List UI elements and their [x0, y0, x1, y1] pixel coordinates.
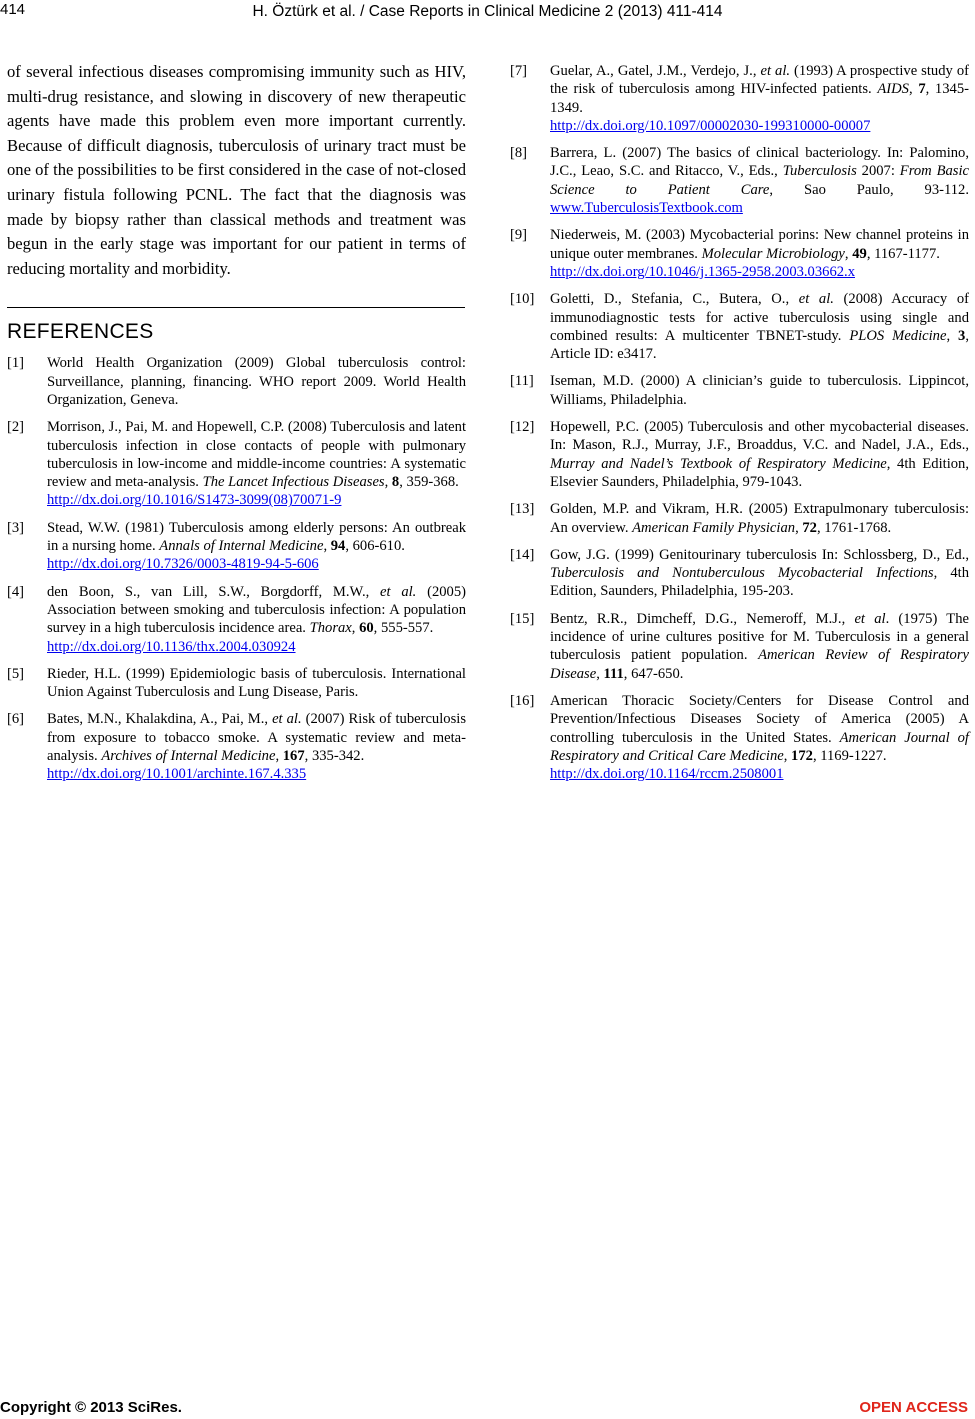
reference-run: , 555-557.: [373, 620, 434, 637]
reference-run: (1993) A prospective study of the risk of tuberculosis among HIV-infected patients.: [550, 63, 969, 98]
reference-italic-text: Tuberculosis: [782, 163, 857, 180]
body-paragraph: of several infectious diseases compromising immunity such as HIV, multi-drug resistance, and slowing in discovery of new therapeutic agents have made this problem even more important currently. Because of difficult diagnosis, tuberculosis of urinary tract must be one of the possibilities to be first considered in the case of not-closed urinary fistula following PCNL. The fact that the diagnosis was made by biopsy rather than classical methods and treatment was begun in the early stage was important for our patient in terms of reducing mortality and morbidity.: [7, 62, 466, 278]
reference-item: [510, 62, 969, 135]
reference-text: [550, 610, 969, 683]
references-heading: REFERENCES: [7, 320, 154, 344]
reference-italic-text: Tuberculosis and Nontuberculous Mycobacterial Infections: [550, 565, 934, 582]
reference-list-left: [7, 354, 466, 783]
reference-italic-text: The Lancet Infectious Diseases: [202, 474, 385, 491]
reference-item: [510, 372, 969, 409]
reference-number: [11]: [510, 373, 534, 390]
reference-run: ,: [323, 538, 331, 555]
reference-run: ,: [946, 327, 959, 344]
reference-list-right: [510, 62, 969, 783]
reference-number: [13]: [510, 501, 535, 518]
reference-volume: 49: [852, 245, 867, 262]
reference-item: [510, 500, 969, 537]
left-column: [7, 60, 466, 793]
reference-run: Barrera, L. (2007) The basics of clinical bacteriology. In: Palomino, J.C., Leao, S.C. and Ritacco, V., Eds.,: [550, 145, 969, 180]
reference-run: Iseman, M.D. (2000) A clinician’s guide to tuberculosis. Lippincot, Williams, Philadelphia.: [550, 373, 969, 408]
reference-run: ,: [384, 474, 392, 491]
reference-italic-text: Annals of Internal Medicine: [159, 538, 324, 555]
reference-item: [510, 226, 969, 281]
reference-number: [8]: [510, 145, 528, 162]
reference-link[interactable]: http://dx.doi.org/10.1001/archinte.167.4.335: [47, 766, 307, 783]
reference-run: Guelar, A., Gatel, J.M., Verdejo, J.,: [550, 63, 761, 79]
reference-link[interactable]: http://dx.doi.org/10.7326/0003-4819-94-5-606: [47, 556, 319, 573]
reference-item: [510, 144, 969, 217]
reference-italic-text: et al.: [380, 583, 417, 600]
reference-link[interactable]: http://dx.doi.org/10.1016/S1473-3099(08)70071-9: [47, 492, 342, 509]
reference-italic-text: et al: [854, 610, 886, 627]
reference-text: [550, 500, 969, 537]
copyright-notice: Copyright © 2013 SciRes.: [0, 1399, 182, 1416]
reference-run: Goletti, D., Stefania, C., Butera, O.,: [550, 291, 799, 308]
reference-run: , Sao Paulo, 93-112.: [769, 181, 970, 198]
reference-link[interactable]: http://dx.doi.org/10.1097/00002030-199310000-00007: [550, 117, 871, 134]
reference-text: [47, 418, 466, 509]
running-head: H. Öztürk et al. / Case Reports in Clinical Medicine 2 (2013) 411-414: [252, 3, 723, 20]
reference-italic-text: et al.: [798, 291, 834, 308]
reference-text: [47, 519, 466, 574]
reference-item: [7, 710, 466, 783]
reference-run: , 4th Edition, Saunders, Philadelphia, 195-203.: [550, 565, 969, 600]
reference-text: [550, 418, 969, 491]
reference-run: American Thoracic Society/Centers for Disease Control and Prevention/Infectious Diseases Society of America (2005) A controlling tuberculosis in the United States.: [550, 692, 969, 746]
reference-italic-text: American Family Physician: [632, 519, 796, 536]
reference-link[interactable]: http://dx.doi.org/10.1136/thx.2004.030924: [47, 638, 296, 655]
reference-italic-text: American Review of Respiratory Disease: [550, 647, 969, 682]
reference-run: Morrison, J., Pai, M. and Hopewell, C.P. (2008) Tuberculosis and latent tuberculosis infection in close contacts of people with pulmonary tuberculosis in low-income and middle-income countries: A systematic review and meta-analysis.: [47, 419, 466, 491]
reference-run: ,: [783, 747, 792, 764]
reference-run: , 4th Edition, Elsevier Saunders, Philadelphia, 979-1043.: [550, 455, 969, 490]
reference-run: ,: [844, 245, 853, 262]
reference-text: [550, 372, 969, 409]
reference-text: [47, 354, 466, 409]
section-divider: [7, 307, 465, 308]
reference-text: [550, 226, 969, 281]
reference-italic-text: Murray and Nadel’s Textbook of Respiratory Medicine: [550, 455, 887, 472]
reference-item: [7, 665, 466, 702]
reference-run: Hopewell, P.C. (2005) Tuberculosis and other mycobacterial diseases. In: Mason, R.J., Murray, J.F., Broaddus, V.C. and Nadel, J.A., Eds.,: [550, 419, 969, 454]
reference-number: [16]: [510, 692, 535, 709]
reference-run: Gow, J.G. (1999) Genitourinary tuberculosis In: Schlossberg, D., Ed.,: [550, 546, 969, 563]
reference-italic-text: American Journal of Respiratory and Critical Care Medicine: [550, 729, 969, 764]
reference-link[interactable]: http://dx.doi.org/10.1046/j.1365-2958.2003.03662.x: [550, 263, 855, 280]
reference-run: Golden, M.P. and Vikram, H.R. (2005) Extrapulmonary tuberculosis: An overview.: [550, 501, 969, 536]
reference-volume: 60: [359, 620, 374, 637]
reference-number: [2]: [7, 419, 25, 436]
reference-italic-text: et al.: [272, 711, 302, 728]
reference-run: ,: [351, 620, 360, 637]
reference-number: [9]: [510, 227, 528, 244]
reference-italic-text: Archives of Internal Medicine: [101, 747, 276, 764]
reference-run: (2007) Risk of tuberculosis from exposure to tobacco smoke. A systematic review and meta-analysis.: [47, 711, 466, 764]
reference-italic-text: Molecular Microbiology: [701, 245, 845, 262]
reference-text: [47, 665, 466, 702]
reference-number: [15]: [510, 610, 535, 627]
reference-number: [10]: [510, 291, 535, 308]
reference-run: , 1761-1768.: [816, 519, 892, 536]
reference-volume: 3: [958, 327, 966, 344]
reference-volume: 7: [918, 81, 926, 98]
reference-item: [510, 418, 969, 491]
reference-volume: 72: [802, 519, 817, 536]
reference-item: [7, 354, 466, 409]
reference-number: [14]: [510, 546, 535, 563]
reference-run: , Article ID: e3417.: [550, 327, 969, 363]
right-column: [510, 62, 969, 792]
reference-italic-text: PLOS Medicine: [849, 327, 947, 344]
reference-number: [1]: [7, 355, 25, 372]
reference-run: (2008) Accuracy of immunodiagnostic tests for active tuberculosis using single and combined results: A multicenter TBNET-study.: [550, 291, 969, 344]
reference-number: [6]: [7, 711, 25, 728]
reference-run: . (1975) The incidence of urine cultures positive for M. Tuberculosis in a general tuberculosis patient population.: [550, 610, 969, 664]
reference-run: ,: [908, 81, 919, 98]
reference-volume: 111: [603, 665, 624, 682]
reference-run: den Boon, S., van Lill, S.W., Borgdorff, M.W.,: [47, 583, 381, 600]
reference-italic-text: et al.: [760, 63, 791, 79]
page-number: 414: [0, 1, 26, 18]
reference-volume: 94: [330, 538, 346, 555]
reference-text: [550, 144, 969, 217]
reference-text: [47, 710, 466, 783]
reference-run: Bates, M.N., Khalakdina, A., Pai, M.,: [47, 711, 273, 728]
reference-item: [7, 583, 466, 656]
reference-number: [4]: [7, 583, 25, 600]
reference-run: ,: [795, 519, 803, 536]
reference-text: [550, 692, 969, 783]
reference-volume: 172: [791, 747, 813, 764]
reference-run: ,: [596, 665, 604, 682]
reference-run: World Health Organization (2009) Global tuberculosis control: Surveillance, planning, financing. WHO report 2009. World Health Organization, Geneva.: [47, 355, 466, 408]
reference-italic-text: AIDS: [877, 81, 909, 98]
reference-number: [12]: [510, 419, 535, 436]
reference-text: [550, 62, 969, 135]
reference-run: , 1169-1227.: [812, 747, 887, 764]
reference-item: [510, 610, 969, 683]
reference-volume: 8: [391, 474, 400, 491]
reference-run: Rieder, H.L. (1999) Epidemiologic basis of tuberculosis. International Union Against Tuberculosis and Lung Disease, Paris.: [47, 665, 466, 701]
reference-run: Niederweis, M. (2003) Mycobacterial porins: New channel proteins in unique outer membranes.: [550, 227, 969, 262]
reference-text: [47, 583, 466, 656]
reference-item: [510, 546, 969, 601]
reference-italic-text: Thorax: [309, 620, 352, 637]
reference-run: , 647-650.: [623, 665, 684, 682]
reference-run: Stead, W.W. (1981) Tuberculosis among elderly persons: An outbreak in a nursing home.: [47, 519, 466, 555]
reference-run: 2007:: [856, 163, 900, 180]
reference-link[interactable]: http://dx.doi.org/10.1164/rccm.2508001: [550, 766, 784, 783]
reference-item: [7, 519, 466, 574]
reference-number: [3]: [7, 519, 25, 536]
reference-item: [510, 290, 969, 363]
reference-item: [7, 418, 466, 509]
reference-run: ,: [275, 747, 283, 764]
reference-volume: 167: [282, 747, 305, 764]
reference-run: , 1167-1177.: [866, 245, 940, 262]
reference-run: , 1345-1349.: [550, 81, 969, 116]
reference-link[interactable]: www.TuberculosisTextbook.com: [550, 200, 743, 217]
reference-run: , 335-342.: [304, 747, 365, 764]
reference-text: [550, 546, 969, 601]
reference-run: Bentz, R.R., Dimcheff, D.G., Nemeroff, M.J.,: [550, 610, 855, 627]
reference-italic-text: From Basic Science to Patient Care: [550, 163, 969, 198]
reference-run: , 359-368.: [399, 474, 459, 491]
reference-run: (2005) Association between smoking and tuberculosis infection: A population survey in a high tuberculosis incidence area.: [47, 583, 467, 637]
reference-run: , 606-610.: [345, 538, 405, 555]
reference-item: [510, 692, 969, 783]
reference-number: [5]: [7, 665, 25, 682]
open-access-label: OPEN ACCESS: [859, 1399, 968, 1416]
reference-number: [7]: [510, 63, 528, 79]
reference-text: [550, 290, 969, 363]
